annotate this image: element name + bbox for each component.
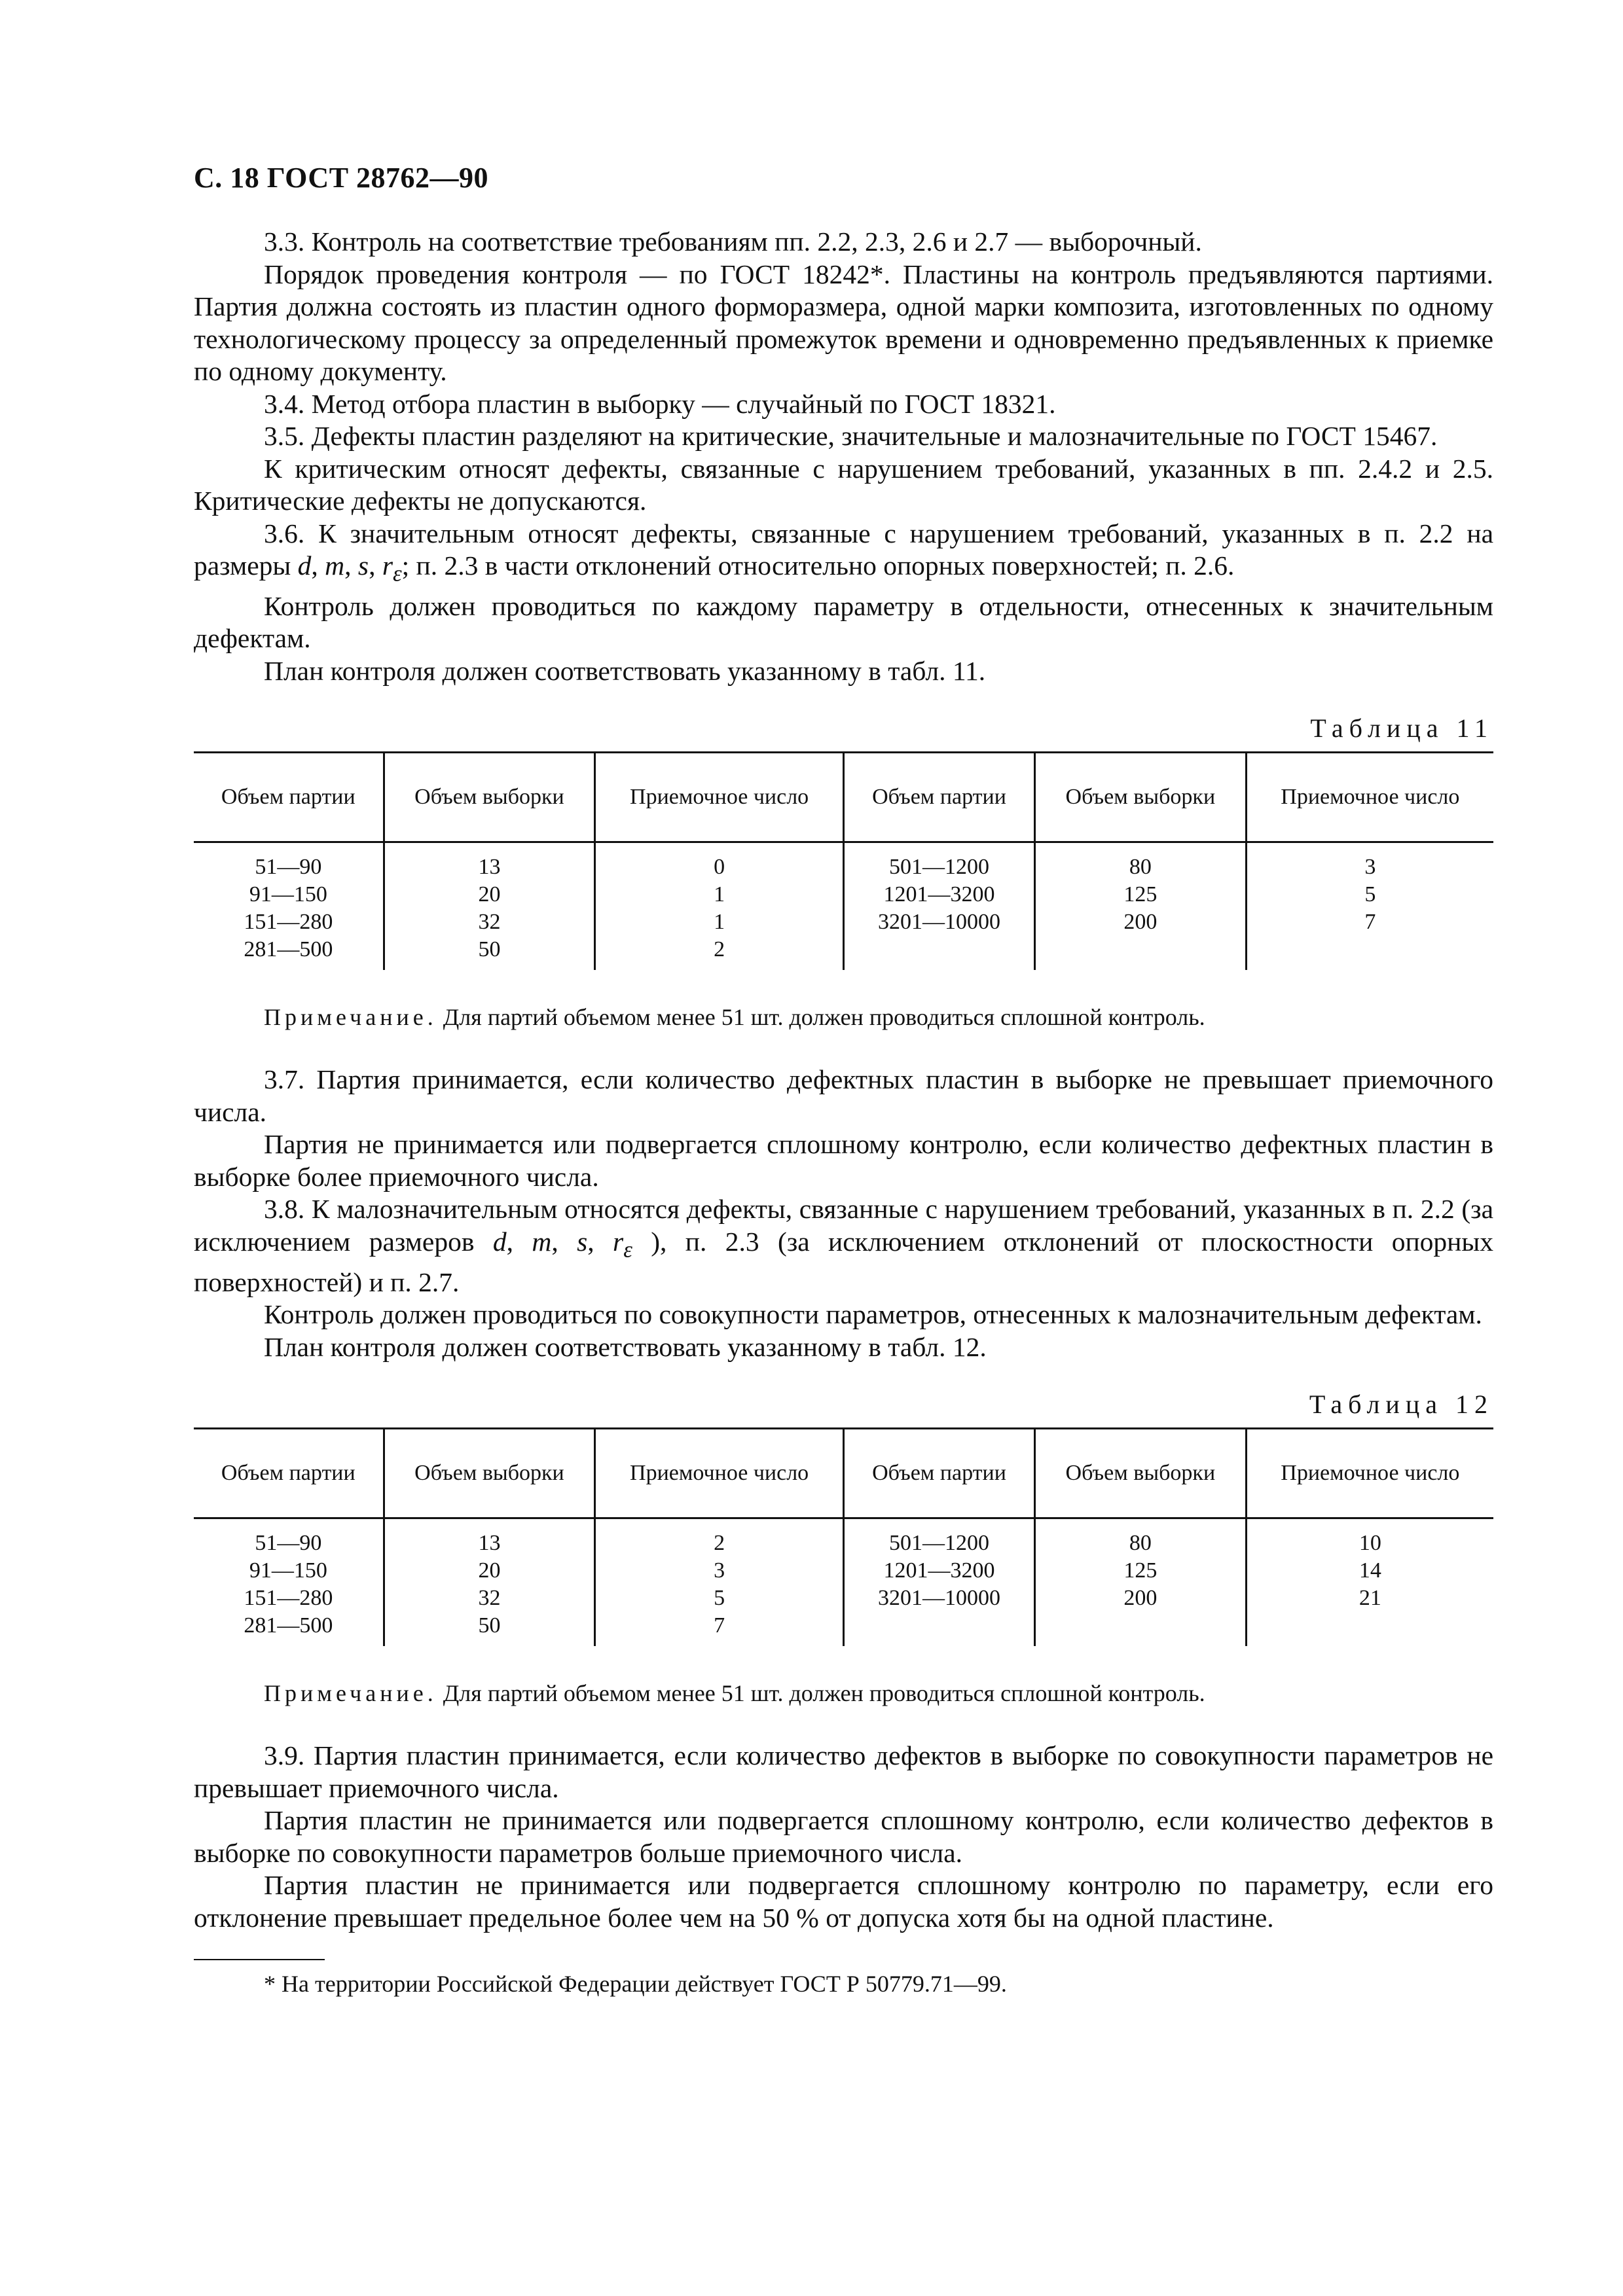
clause-3-8-text: Контроль должен проводиться по совокупности параметров, отнесенных к малозначительным дефектам. bbox=[264, 1299, 1482, 1330]
var-d: d bbox=[297, 550, 312, 581]
document-body bbox=[194, 226, 1493, 2001]
table-cell: 501—1200 bbox=[843, 842, 1034, 881]
table-cell: 501—1200 bbox=[843, 1518, 1034, 1557]
table-header-cell: Объем партии bbox=[843, 1428, 1034, 1518]
table-cell: 5 bbox=[595, 1585, 844, 1612]
table-cell bbox=[1246, 936, 1493, 970]
table-cell: 20 bbox=[384, 1557, 595, 1585]
table-cell: 1 bbox=[595, 881, 844, 908]
table-cell: 1 bbox=[595, 908, 844, 936]
page-header: С. 18 ГОСТ 28762—90 bbox=[194, 162, 489, 194]
table-header-cell: Объем партии bbox=[843, 752, 1034, 842]
var-epsilon: ε bbox=[392, 561, 402, 586]
table-cell: 13 bbox=[384, 842, 595, 881]
table-cell bbox=[1035, 1612, 1247, 1646]
table-cell: 51—90 bbox=[255, 854, 322, 879]
table-row bbox=[194, 881, 1493, 908]
clause-3-6-text: Контроль должен проводиться по каждому параметру в отдельности, отнесенных к значительным дефектам. bbox=[194, 590, 1493, 654]
table-cell: 281—500 bbox=[244, 937, 333, 961]
comma: , bbox=[551, 1226, 558, 1257]
clause-3-4: 3.4. Метод отбора пластин в выборку — случайный по ГОСТ 18321. bbox=[264, 388, 1056, 419]
var-r: r bbox=[613, 1226, 624, 1257]
var-d: d bbox=[492, 1226, 507, 1257]
clause-3-3-text: Порядок проведения контроля — по ГОСТ 18242*. Пластины на контроль предъявляются партиями. Партия должна состоять из пластин одного формоpазмера, одной марки композита, изготовленных по одному технологическому процессу за определенный промежуток времени и одновременно предъявленных к приемке по одному документу. bbox=[194, 259, 1493, 386]
clause-3-9: 3.9. Партия пластин принимается, если количество дефектов в выборке по совокупности параметров не превышает приемочного числа. bbox=[194, 1740, 1493, 1803]
table-cell: 2 bbox=[595, 936, 844, 970]
table-cell: 20 bbox=[384, 881, 595, 908]
table-header-cell: Приемочное число bbox=[1246, 1428, 1493, 1518]
table-row bbox=[194, 1557, 1493, 1585]
table-row bbox=[194, 936, 1493, 970]
table-11-note bbox=[264, 1001, 1493, 1034]
table-row bbox=[194, 1612, 1493, 1646]
table-cell: 80 bbox=[1035, 1518, 1247, 1557]
table-header-cell: Приемочное число bbox=[595, 1428, 844, 1518]
note-text: Для партий объемом менее 51 шт. должен проводиться сплошной контроль. bbox=[443, 1003, 1205, 1030]
table-cell: 7 bbox=[595, 1612, 844, 1646]
table-cell: 10 bbox=[1246, 1518, 1493, 1557]
table-cell: 151—280 bbox=[244, 909, 333, 934]
table-cell bbox=[1035, 936, 1247, 970]
table-11-title: Таблица 11 bbox=[1310, 713, 1493, 744]
table-cell: 5 bbox=[1246, 881, 1493, 908]
note-label: Примечание. bbox=[264, 1003, 437, 1030]
table-cell bbox=[843, 936, 1034, 970]
comma: , bbox=[344, 550, 352, 581]
table-header-cell: Объем выборки bbox=[1035, 752, 1247, 842]
table-cell: 50 bbox=[384, 1612, 595, 1646]
table-12-title: Таблица 12 bbox=[1309, 1390, 1493, 1420]
clause-3-8 bbox=[194, 1193, 1493, 1299]
clause-3-5-text: К критическим относят дефекты, связанные с нарушением требований, указанных в пп. 2.4.2 и 2.5. Критические дефекты не допускаются. bbox=[194, 453, 1493, 516]
table-12-note bbox=[264, 1677, 1493, 1710]
table-header-cell: Приемочное число bbox=[595, 752, 844, 842]
table-row bbox=[194, 1585, 1493, 1612]
table-header-cell: Объем партии bbox=[194, 1428, 384, 1518]
table-cell: 1201—3200 bbox=[843, 881, 1034, 908]
clause-3-8-pre: 3.8. К малозначительным относятся дефекты, связанные с нарушением требований, указанных в п. 2.2 (за исключением размеров bbox=[194, 1194, 1493, 1257]
table-cell: 125 bbox=[1035, 881, 1247, 908]
comma: , bbox=[311, 550, 318, 581]
note-label: Примечание. bbox=[264, 1679, 437, 1706]
table-11 bbox=[194, 751, 1493, 970]
footnote-divider bbox=[194, 1959, 325, 1960]
var-m: m bbox=[325, 550, 345, 581]
table-cell: 32 bbox=[384, 908, 595, 936]
table-cell: 281—500 bbox=[244, 1613, 333, 1638]
var-epsilon: ε bbox=[623, 1237, 632, 1263]
var-r: r bbox=[382, 550, 393, 581]
table-cell: 3 bbox=[595, 1557, 844, 1585]
table-cell: 7 bbox=[1246, 908, 1493, 936]
clause-3-8-plan: План контроля должен соответствовать указанному в табл. 12. bbox=[264, 1331, 987, 1362]
table-header-cell: Объем партии bbox=[194, 752, 384, 842]
table-cell: 2 bbox=[595, 1518, 844, 1557]
clause-3-3: 3.3. Контроль на соответствие требованиям пп. 2.2, 2.3, 2.6 и 2.7 — выборочный. bbox=[264, 226, 1202, 257]
clause-3-7-text: Партия не принимается или подвергается сплошному контролю, если количество дефектных пластин в выборке более приемочного числа. bbox=[194, 1129, 1493, 1192]
var-s: s bbox=[357, 550, 369, 581]
table-cell: 50 bbox=[384, 936, 595, 970]
table-row bbox=[194, 842, 1493, 881]
table-cell: 3 bbox=[1246, 842, 1493, 881]
table-cell: 151—280 bbox=[244, 1585, 333, 1610]
table-row bbox=[194, 1518, 1493, 1557]
table-header-cell: Объем выборки bbox=[384, 1428, 595, 1518]
clause-3-6 bbox=[194, 518, 1493, 590]
table-cell bbox=[1246, 1612, 1493, 1646]
table-cell: 3201—10000 bbox=[843, 1585, 1034, 1612]
table-cell: 14 bbox=[1246, 1557, 1493, 1585]
comma: , bbox=[369, 550, 376, 581]
table-cell: 3201—10000 bbox=[843, 908, 1034, 936]
table-header-cell: Объем выборки bbox=[384, 752, 595, 842]
table-cell: 0 bbox=[595, 842, 844, 881]
var-s: s bbox=[577, 1226, 588, 1257]
note-text: Для партий объемом менее 51 шт. должен проводиться сплошной контроль. bbox=[443, 1679, 1205, 1706]
comma: , bbox=[506, 1226, 513, 1257]
table-cell: 32 bbox=[384, 1585, 595, 1612]
table-cell: 200 bbox=[1035, 908, 1247, 936]
table-12 bbox=[194, 1427, 1493, 1646]
comma: , bbox=[587, 1226, 594, 1257]
clause-3-9-text-2: Партия пластин не принимается или подвергается сплошному контролю по параметру, если его отклонение превышает предельное более чем на 50 % от допуска хотя бы на одной пластине. bbox=[194, 1870, 1493, 1933]
table-cell: 80 bbox=[1035, 842, 1247, 881]
table-cell: 91—150 bbox=[249, 882, 327, 906]
table-row bbox=[194, 908, 1493, 936]
clause-3-5: 3.5. Дефекты пластин разделяют на критические, значительные и малозначительные по ГОСТ 15467. bbox=[264, 421, 1438, 451]
table-header-cell: Приемочное число bbox=[1246, 752, 1493, 842]
table-cell: 1201—3200 bbox=[843, 1557, 1034, 1585]
clause-3-7: 3.7. Партия принимается, если количество дефектных пластин в выборке не превышает приемочного числа. bbox=[194, 1064, 1493, 1127]
clause-3-8-post: ), п. 2.3 (за исключением отклонений от плоскостности опорных поверхностей) и п. 2.7. bbox=[194, 1226, 1494, 1297]
table-cell: 125 bbox=[1035, 1557, 1247, 1585]
var-m: m bbox=[532, 1226, 552, 1257]
clause-3-6-post: ; п. 2.3 в части отклонений относительно опорных поверхностей; п. 2.6. bbox=[401, 550, 1235, 581]
clause-3-9-text: Партия пластин не принимается или подвергается сплошному контролю, если количество дефектов в выборке по совокупности параметров больше приемочного числа. bbox=[194, 1805, 1493, 1868]
table-cell bbox=[843, 1612, 1034, 1646]
table-cell: 91—150 bbox=[249, 1558, 327, 1583]
clause-3-6-plan: План контроля должен соответствовать указанному в табл. 11. bbox=[264, 655, 986, 686]
clause-3-6-pre: 3.6. К значительным относят дефекты, связанные с нарушением требований, указанных в п. 2.2 на размеры bbox=[194, 518, 1493, 581]
table-cell: 13 bbox=[384, 1518, 595, 1557]
table-cell: 51—90 bbox=[255, 1530, 322, 1555]
table-cell: 200 bbox=[1035, 1585, 1247, 1612]
footnote: * На территории Российской Федерации действует ГОСТ Р 50779.71—99. bbox=[264, 1971, 1007, 1998]
table-header-cell: Объем выборки bbox=[1035, 1428, 1247, 1518]
table-cell: 21 bbox=[1246, 1585, 1493, 1612]
